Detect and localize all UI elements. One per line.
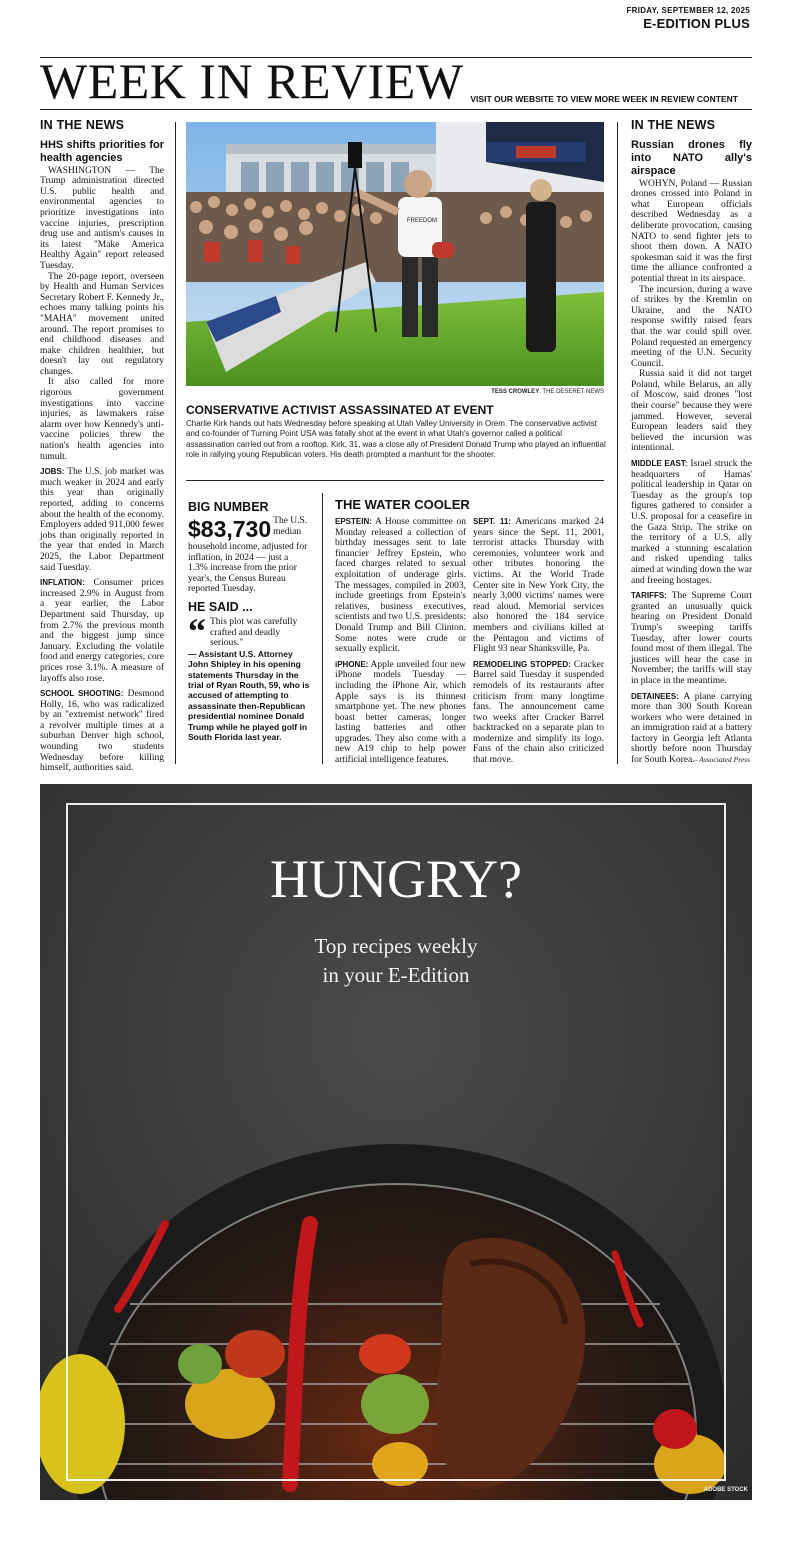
left-paragraph: It also called for more rigorous government investigations into vaccine injuries, as lawmakers raise alarm over how Kennedy's anti-vaccine policies threw the nation's health agencies into tumult.: [40, 377, 164, 462]
quote-text: This plot was carefully crafted and deadly serious.": [210, 617, 298, 649]
column-divider: [175, 122, 176, 764]
news-brief: [335, 660, 466, 766]
photographer: TESS CROWLEY: [491, 389, 540, 395]
brief-text: The U.S. job market was much weaker in 2024 and early this year than originally reported, adding to concerns about the health of the economy. Employers added 911,000 fewer jobs than originally reported in the year that ended in March 2025, the Labor Department said Tuesday.: [40, 467, 164, 573]
brief-lead: REMODELING STOPPED:: [473, 659, 571, 669]
section-title: WEEK IN REVIEW: [40, 53, 464, 109]
news-brief: [335, 517, 466, 655]
issue-date: FRIDAY, SEPTEMBER 12, 2025: [626, 6, 750, 15]
brief-text: Apple unveiled four new iPhone models Tuesday — including the iPhone Air, which Apple says is its thinnest smartphone yet. The new phones boast better cameras, longer lasting batteries and other upgrades. They also come with a new A19 chip to help power artificial intelligence features.: [335, 659, 466, 766]
column-divider: [617, 122, 618, 764]
visit-website-link[interactable]: VISIT OUR WEBSITE TO VIEW MORE WEEK IN REVIEW CONTENT: [470, 94, 738, 104]
water-cooler-title: THE WATER COOLER: [335, 497, 470, 512]
brief-text: A House committee on Monday released a collection of birthday messages sent to late financier Jeffrey Epstein, who faced charges related to sexual exploitation of underage girls. The messages, compiled in 2003, include greetings from Epstein's relatives, business executives, scientists and two U.S. presidents: Donald Trump and Bill Clinton. Some notes were crude or sexually explicit.: [335, 517, 466, 655]
he-said-box: [188, 611, 310, 743]
right-paragraph: The incursion, during a wave of strikes by the Kremlin on Ukraine, and the NATO response swiftly raised fears that the war could spill over. Poland requested an emergency meeting of the U.N. Security Council.: [631, 284, 752, 369]
event-photo-illustration: [186, 122, 604, 386]
ad-image-credit: ADOBE STOCK: [703, 1487, 748, 1493]
brief-text: Cracker Barrel said Tuesday it suspended remodels of its restaurants after criticism from many longtime fans. The announcement came two weeks after Cracker Barrel backtracked on a separate plan to modernize and simplify its logo. Fans of the chain also criticized that move.: [473, 659, 604, 766]
brief-lead: JOBS:: [40, 467, 65, 477]
news-brief: [40, 467, 164, 573]
left-kicker: IN THE NEWS: [40, 118, 125, 132]
left-paragraph: The 20-page report, overseen by Health and Human Services Secretary Robert F. Kennedy Jr., echoes many talking points his "MAHA" movement united around. The report promises to end childhood diseases and make children healthier, but doesn't lay out regulatory changes.: [40, 271, 164, 377]
feature-bottom-rule: [186, 480, 604, 481]
brief-lead: SCHOOL SHOOTING:: [40, 689, 124, 699]
source-credit: – Associated Press: [693, 755, 750, 764]
water-cooler-col-1: [335, 517, 466, 766]
ad-subtitle: [0, 932, 792, 990]
ad-subtitle-line: Top recipes weekly: [314, 934, 478, 958]
brief-lead: INFLATION:: [40, 578, 85, 588]
brief-text: Consumer prices increased 2.9% in August from a year earlier, the Labor Department said Thursday, up from 2.7% the previous month and the biggest jump since January. Excluding the volatile food and energy categories, core prices rose 3.1%. A measure of layoffs also rose.: [40, 578, 164, 684]
he-said-title: HE SAID ...: [188, 600, 253, 614]
news-brief: [473, 517, 604, 655]
big-number-value: $83,730: [188, 516, 272, 542]
photo-org: , THE DESERET NEWS: [539, 389, 604, 395]
news-brief: [40, 578, 164, 684]
news-brief: [631, 591, 752, 686]
news-brief: [631, 459, 752, 586]
photo-credit: [491, 389, 604, 395]
quote-attribution: — Assistant U.S. Attorney John Shipley in his opening statements Thursday in the trial of Ryan Routh, 59, who is accused of attempting to assassinate then-Republican presidential nominee Donald Trump while he played golf in South Florida last year.: [188, 648, 310, 743]
right-headline: Russian drones fly into NATO ally's airspace: [631, 138, 752, 177]
column-divider: [322, 493, 323, 764]
right-kicker: IN THE NEWS: [631, 118, 716, 132]
feature-photo: [186, 122, 604, 386]
news-brief: [40, 689, 164, 774]
brief-lead: iPHONE:: [335, 659, 369, 669]
brief-lead: TARIFFS:: [631, 591, 667, 601]
ad-title: HUNGRY?: [270, 849, 522, 909]
dateline: [626, 6, 750, 31]
left-headline: HHS shifts priorities for health agencies: [40, 138, 164, 164]
quote-icon: “: [188, 611, 206, 651]
masthead-bottom-rule: [40, 109, 752, 110]
big-number-box: [188, 516, 310, 595]
news-brief: [473, 660, 604, 766]
brief-text: Desmond Holly, 16, who was radicalized by an "extremist network" fired a revolver multiple times at a suburban Denver high school, wounding two students Wednesday before killing himself, authorities said.: [40, 689, 164, 774]
left-paragraph: WASHINGTON — The Trump administration directed U.S. public health and environmental agencies to prioritize investigations into vaccine injuries, prescription drug use and autism's causes in its latest "Make America Healthy Again" report released Tuesday.: [40, 165, 164, 271]
brief-text: The Supreme Court granted an unusually quick hearing on President Donald Trump's sweeping tariffs Tuesday, after lower courts found most of them illegal. The justices will hear the case in November; the tariffs will stay in place in the meantime.: [631, 591, 752, 686]
brief-lead: DETAINEES:: [631, 691, 679, 701]
right-news-column: [631, 120, 752, 766]
feature-caption: Charlie Kirk hands out hats Wednesday before speaking at Utah Valley University in Orem. The conservative activist and co-founder of Turning Point USA was fatally shot at the event in what Utah's governor called a political assassination carried out from a rooftop. Kirk, 31, was a close ally of President Donald Trump who played an influential role in rallying young Republican voters. His death prompted a manhunt for the shooter.: [186, 419, 606, 460]
right-paragraph: Russia said it did not target Poland, while Belarus, an ally of Moscow, said drones "lost their course" because they were jammed. However, several European leaders said they believed the incursion was intentional.: [631, 369, 752, 454]
big-number-title: BIG NUMBER: [188, 500, 269, 514]
brief-lead: MIDDLE EAST:: [631, 459, 688, 469]
brief-lead: EPSTEIN:: [335, 517, 372, 526]
brief-text: Americans marked 24 years since the Sept. 11, 2001, terrorist attacks Thursday with ceremonies, volunteer work and other tributes honoring the victims. At the World Trade Center site in New York City, the nearly 3,000 victims' names were read aloud. Memorial services also honored the 184 service members and civilians killed at the Pentagon and victims of Flight 93 near Shanksville, Pa.: [473, 517, 605, 655]
water-cooler-col-2: [473, 517, 604, 766]
shirt-text: FREEDOM: [407, 218, 437, 224]
edition-label: E-EDITION PLUS: [643, 16, 750, 31]
left-news-column: [40, 120, 164, 774]
ad-subtitle-line: in your E-Edition: [322, 963, 470, 987]
big-number-text: The U.S. median household income, adjusted for inflation, in 2024 — just a 1.3% increase from the prior year's, the Census Bureau reported Tuesday.: [188, 516, 308, 595]
brief-text: Israel struck the headquarters of Hamas' political leadership in Qatar on Tuesday as the group's top figures gathered to consider a U.S. proposal for a ceasefire in the Gaza Strip. The strike on the territory of a U.S. ally marked a stunning escalation and risked upending talks aimed at winding down the war and freeing hostages.: [631, 459, 753, 586]
brief-text: A plane carrying more than 300 South Korean workers who were detained in an immigration raid at a battery factory in Georgia left Atlanta shortly before noon Thursday for South Korea.: [631, 691, 752, 766]
feature-headline: CONSERVATIVE ACTIVIST ASSASSINATED AT EVENT: [186, 403, 494, 417]
right-paragraph: WOHYN, Poland — Russian drones crossed into Poland in what European officials described Wednesday as a deliberate provocation, causing NATO to send fighter jets to shoot them down. A NATO spokesman said it was the first time the alliance confronted a potential threat in its airspace.: [631, 178, 752, 284]
brief-lead: SEPT. 11:: [473, 517, 511, 526]
